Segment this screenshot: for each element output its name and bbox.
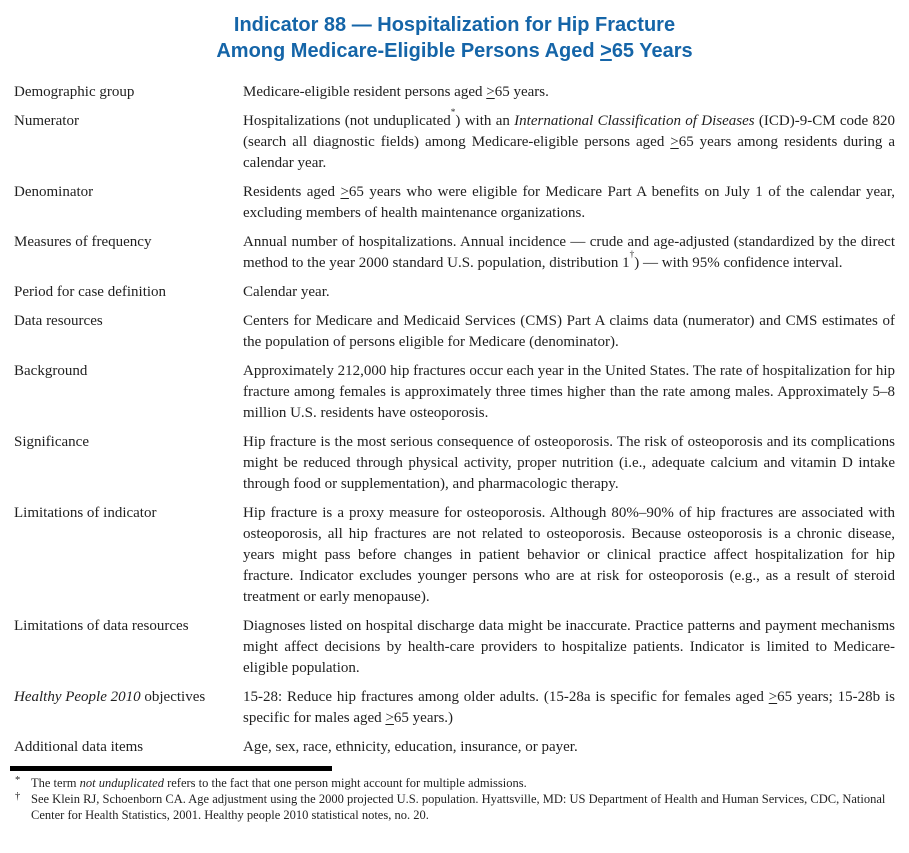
table-row [14,687,895,729]
row-label: Data resources [14,313,103,329]
footnote-separator-rule [10,766,332,771]
table-row [14,503,895,608]
row-label: Background [14,363,88,379]
table-row [14,107,895,174]
footnote-marker: * [15,775,21,786]
row-content: Annual number of hospitalizations. Annual incidence — crude and age-adjusted (standardized by the direct method to the year 2000 standard U.S. population, distribution 1†) — with 95% confidence interval. [243,234,895,271]
footnote-text: The term not unduplicated refers to the fact that one person might account for multiple admissions. [31,776,527,790]
row-content: Approximately 212,000 hip fractures occur each year in the United States. The rate of hospitalization for hip fracture among females is approximately three times higher than the rate among males. Approximately 5–8 million U.S. residents have osteoporosis. [243,363,895,421]
table-row [14,232,895,274]
table-row [14,616,895,679]
table-row [14,182,895,224]
row-content: 15-28: Reduce hip fractures among older adults. (15-28a is specific for females aged >65 years; 15-28b is specific for males aged >65 years.) [243,689,895,726]
table-row [14,432,895,495]
page-title-line1: Indicator 88 — Hospitalization for Hip Fracture [233,14,676,36]
row-label: Period for case definition [14,284,167,300]
row-label: Measures of frequency [14,234,152,250]
row-content: Residents aged >65 years who were eligible for Medicare Part A benefits on July 1 of the calendar year, excluding members of health maintenance organizations. [243,184,895,221]
row-label: Healthy People 2010 objectives [14,689,206,705]
row-label: Demographic group [14,84,135,100]
table-row [14,82,895,103]
table-row [14,361,895,424]
row-content: Calendar year. [243,284,330,300]
row-content: Centers for Medicare and Medicaid Services (CMS) Part A claims data (numerator) and CMS estimates of the population of persons eligible for Medicare (denominator). [243,313,895,350]
row-content: Medicare-eligible resident persons aged >65 years. [243,84,549,100]
row-label: Limitations of indicator [14,505,157,521]
row-label: Limitations of data resources [14,618,189,634]
row-content: Hip fracture is the most serious consequence of osteoporosis. The risk of osteoporosis and its complications might be reduced through physical activity, proper nutrition (i.e., adequate calcium and vitamin D intake through food or supplementation), and pharmacologic therapy. [243,434,895,492]
definition-rows [14,82,895,758]
row-content: Age, sex, race, ethnicity, education, insurance, or payer. [243,739,578,755]
table-row [14,282,895,303]
table-row [14,311,895,353]
page-title-line2: Among Medicare-Eligible Persons Aged >65 Years [216,40,693,62]
row-content: Hip fracture is a proxy measure for osteoporosis. Although 80%–90% of hip fractures are associated with osteoporosis, all hip fractures are not related to osteoporosis. Because osteoporosis is a chronic disease, years might pass before changes in patient behavior or clinical practice affect hospitalization for hip fracture. Indicator excludes younger persons who are at risk for osteoporosis (e.g., as a result of steroid treatment or early menopause). [243,505,895,605]
page-title [14,12,895,64]
row-label: Significance [14,434,89,450]
row-content: Diagnoses listed on hospital discharge data might be inaccurate. Practice patterns and payment mechanisms might affect decisions by health-care providers to hospitalize patients. Indicator is limited to Medicare-eligible population. [243,618,895,676]
footnotes [14,775,895,823]
row-label: Additional data items [14,739,144,755]
row-label: Denominator [14,184,94,200]
table-row [14,737,895,758]
row-content: Hospitalizations (not unduplicated*) with an International Classification of Diseases (ICD)-9-CM code 820 (search all diagnostic fields) among Medicare-eligible persons aged >65 years among residents during a calendar year. [243,107,895,171]
footnote [14,775,895,791]
row-label: Numerator [14,113,79,129]
footnote-text: See Klein RJ, Schoenborn CA. Age adjustment using the 2000 projected U.S. population. Hyattsville, MD: US Department of Health and Human Services, CDC, National Center for Health Statistics, 2001. Healthy people 2010 statistical notes, no. 20. [31,792,886,822]
footnote-marker: † [15,791,21,802]
footnote [14,791,895,823]
